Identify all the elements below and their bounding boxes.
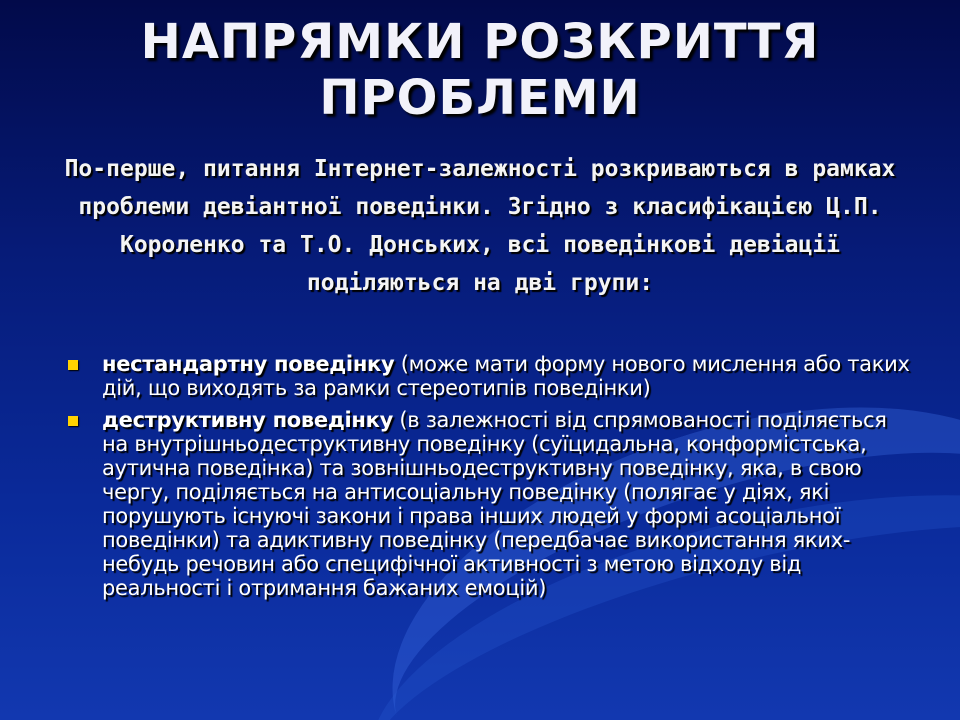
square-bullet-icon [68, 416, 78, 426]
bullet-text: (може мати форму нового мислення або таких дій, що виходять за рамки стереотипів поведінки) [102, 352, 910, 400]
title-line-1: НАПРЯМКИ РОЗКРИТТЯ [140, 14, 820, 70]
square-bullet-icon [68, 360, 78, 370]
bullet-term: деструктивну поведінку [102, 408, 393, 432]
bullet-list [60, 352, 910, 608]
bullet-item-nonstandard [60, 352, 910, 400]
bullet-term: нестандартну поведінку [102, 352, 395, 376]
slide-title [0, 14, 960, 126]
bullet-item-destructive [60, 408, 910, 600]
intro-paragraph: По-перше, питання Інтернет-залежності розкриваються в рамках проблеми девіантної поведінки. Згідно з класифікацією Ц.П. Короленко та Т.О. Донських, всі поведінкові девіації поділяються на дві групи: [64, 156, 896, 296]
bullet-text: (в залежності від спрямованості поділяється на внутрішньодеструктивну поведінку (суїцидальна, конформістська, аутична поведінка) та зовнішньодеструктивну поведінку, яка, в свою чергу, поділяється на антисоціальну поведінку (полягає у діях, які порушують існуючі закони і права інших людей у формі асоціальної поведінки) та адиктивну поведінку (передбачає використання яких-небудь речовин або специфічної активності з метою відходу від реальності і отримання бажаних емоцій) [102, 408, 887, 600]
title-line-2: ПРОБЛЕМИ [319, 70, 641, 126]
